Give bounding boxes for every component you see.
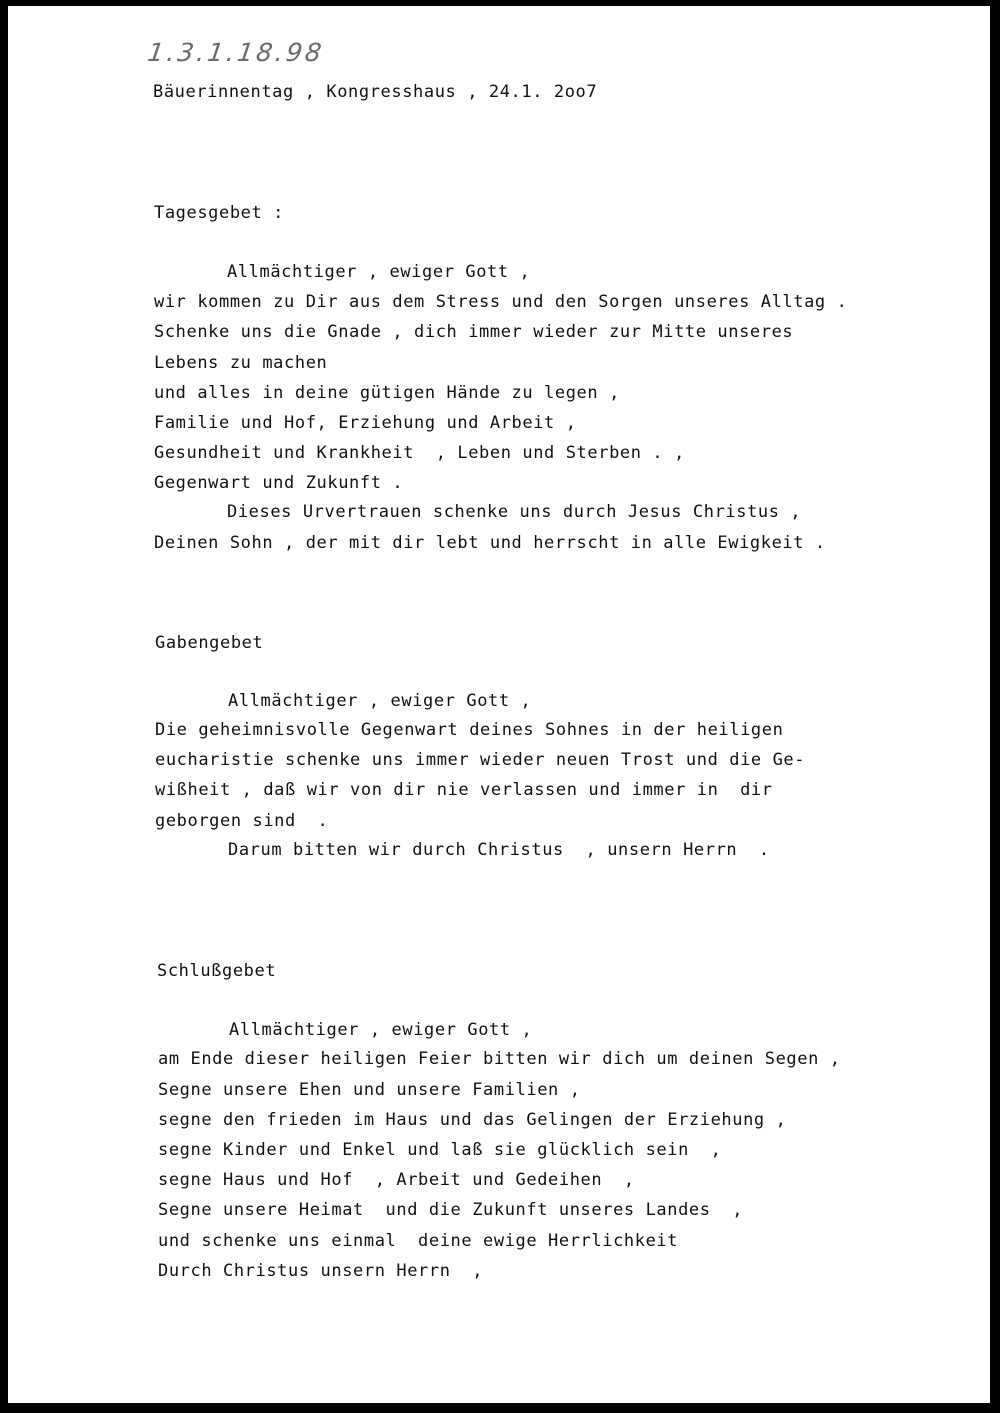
prayer-line: Deinen Sohn , der mit dir lebt und herrscht in alle Ewigkeit . — [154, 533, 826, 553]
prayer-line: und schenke uns einmal deine ewige Herrlichkeit — [158, 1231, 679, 1251]
prayer-line: Gegenwart und Zukunft . — [154, 473, 404, 493]
prayer-line: segne Haus und Hof , Arbeit und Gedeihen , — [158, 1170, 635, 1190]
handwritten-archive-number: 1.3.1.18.98 — [145, 38, 327, 67]
prayer-line: Die geheimnisvolle Gegenwart deines Sohnes in der heiligen — [155, 720, 784, 740]
prayer-line: Durch Christus unsern Herrn , — [158, 1261, 484, 1281]
prayer-line: und alles in deine gütigen Hände zu legen , — [154, 383, 620, 403]
prayer-line: segne den frieden im Haus und das Gelingen der Erziehung , — [158, 1110, 787, 1130]
section-title-schlussgebet: Schlußgebet — [157, 961, 277, 981]
prayer-line: Gesundheit und Krankheit , Leben und Sterben . , — [154, 443, 685, 463]
prayer-line: Darum bitten wir durch Christus , unsern Herrn . — [228, 840, 770, 860]
prayer-line: Lebens zu machen — [154, 353, 328, 373]
document-header: Bäuerinnentag , Kongresshaus , 24.1. 2oo7 — [153, 82, 598, 102]
prayer-line: Allmächtiger , ewiger Gott , — [229, 1020, 533, 1040]
prayer-line: Familie und Hof, Erziehung und Arbeit , — [154, 413, 577, 433]
prayer-line: Segne unsere Heimat und die Zukunft unseres Landes , — [158, 1200, 744, 1220]
document-page — [8, 6, 990, 1403]
prayer-line: Allmächtiger , ewiger Gott , — [227, 262, 531, 282]
prayer-line: wir kommen zu Dir aus dem Stress und den Sorgen unseres Alltag . — [154, 292, 848, 312]
prayer-line: segne Kinder und Enkel und laß sie glücklich sein , — [158, 1140, 722, 1160]
prayer-line: wißheit , daß wir von dir nie verlassen und immer in dir — [155, 780, 773, 800]
prayer-line: eucharistie schenke uns immer wieder neuen Trost und die Ge- — [155, 750, 806, 770]
prayer-line: geborgen sind . — [155, 811, 329, 831]
prayer-line: Allmächtiger , ewiger Gott , — [228, 691, 532, 711]
prayer-line: am Ende dieser heiligen Feier bitten wir dich um deinen Segen , — [158, 1049, 841, 1069]
prayer-line: Schenke uns die Gnade , dich immer wieder zur Mitte unseres — [154, 322, 794, 342]
section-title-tagesgebet: Tagesgebet : — [154, 203, 285, 223]
prayer-line: Segne unsere Ehen und unsere Familien , — [158, 1080, 581, 1100]
section-title-gabengebet: Gabengebet — [155, 633, 264, 653]
prayer-line: Dieses Urvertrauen schenke uns durch Jesus Christus , — [227, 502, 802, 522]
